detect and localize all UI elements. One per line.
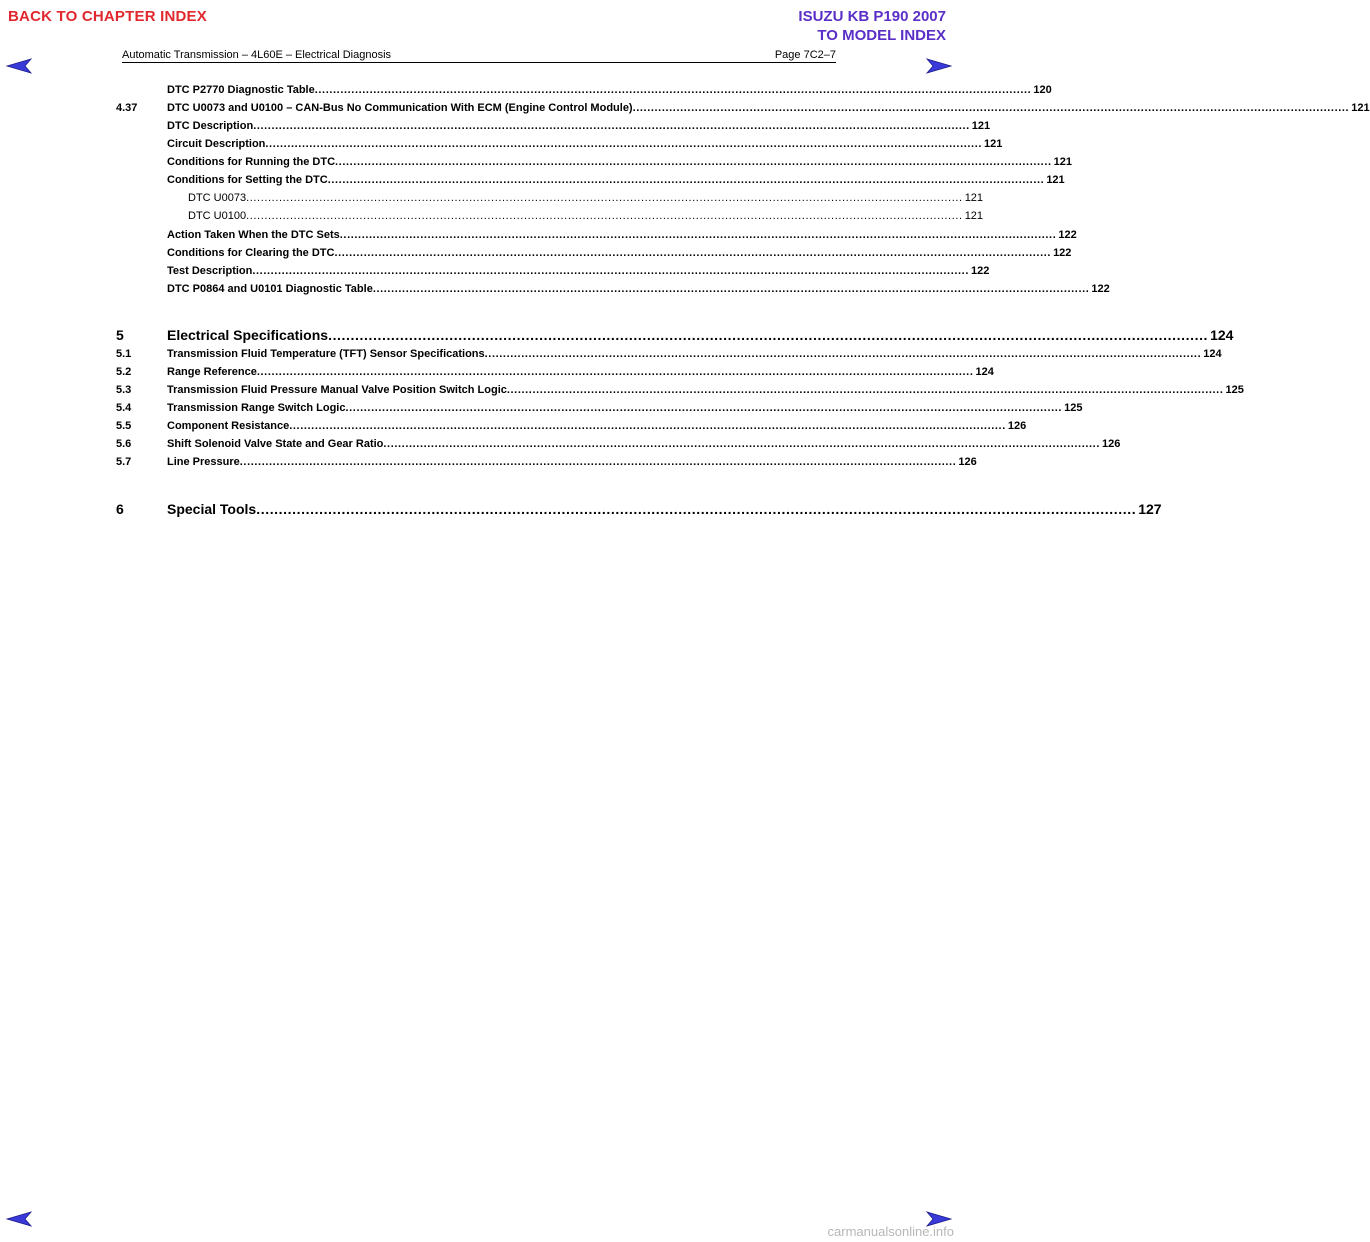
dot-leader: .................................................................................................................................................................................................... [239,456,957,468]
toc-number: 5.4 [116,402,132,414]
dot-leader: .................................................................................................................................................................................................... [314,84,1032,96]
toc-page: 127 [1138,501,1162,517]
toc-page: 122 [970,265,990,277]
dot-leader: .................................................................................................................................................................................................... [334,247,1052,259]
to-model-index-link[interactable]: TO MODEL INDEX [817,27,946,44]
toc-title: Action Taken When the DTC Sets [167,229,340,241]
dot-leader: .................................................................................................................................................................................................... [252,265,969,277]
dot-leader: .................................................................................................................................................................................................... [256,366,974,378]
dot-leader: .................................................................................................................................................................................................... [506,384,1224,396]
toc-page: 121 [971,120,991,132]
dot-leader: .................................................................................................................................................................................................... [265,138,983,150]
prev-page-arrow-icon[interactable] [6,58,32,74]
toc-title: Range Reference [167,366,257,378]
running-header-title: Automatic Transmission – 4L60E – Electrical Diagnosis [122,49,392,61]
toc-page: 126 [958,456,977,468]
toc-title: Electrical Specifications [167,327,329,343]
toc-title: DTC U0073 and U0100 – CAN-Bus No Communication With ECM (Engine Control Module) [167,102,633,114]
toc-title: DTC P2770 Diagnostic Table [167,84,315,96]
toc-page: 126 [1007,420,1027,432]
dot-leader: .................................................................................................................................................................................................... [632,102,1350,114]
back-to-chapter-index-link[interactable]: BACK TO CHAPTER INDEX [8,8,207,25]
next-page-arrow-icon[interactable] [926,58,952,74]
toc-entry[interactable] [116,366,994,382]
toc-number: 5.5 [116,420,132,432]
toc-entry[interactable] [116,84,1052,100]
dot-leader: .................................................................................................................................................................................................... [345,402,1063,414]
toc-number: 5 [116,327,124,343]
dot-leader: .................................................................................................................................................................................................... [327,174,1045,186]
toc-title: Conditions for Clearing the DTC [167,247,335,259]
toc-title: Shift Solenoid Valve State and Gear Ratio [167,438,384,450]
toc-entry[interactable] [116,102,1370,118]
toc-title: DTC P0864 and U0101 Diagnostic Table [167,283,373,295]
dot-leader: .................................................................................................................................................................................................... [383,438,1100,450]
toc-page: 121 [984,138,1003,150]
toc-title: Conditions for Running the DTC [167,156,336,168]
dot-leader: .................................................................................................................................................................................................... [328,327,1209,343]
toc-page: 121 [964,210,984,222]
toc-entry[interactable] [116,156,1072,172]
toc-number: 5.7 [116,456,132,468]
model-title-link[interactable]: ISUZU KB P190 2007 [798,8,946,25]
toc-chapter-entry[interactable] [116,501,1162,521]
toc-entry[interactable] [116,456,977,472]
toc-entry[interactable] [116,265,990,281]
toc-entry[interactable] [116,247,1072,263]
running-header-page: Page 7C2–7 [774,49,836,61]
toc-title: Component Resistance [167,420,290,432]
toc-page: 121 [1046,174,1065,186]
toc-number: 5.6 [116,438,132,450]
toc-number: 5.2 [116,366,132,378]
toc-title: DTC U0073 [188,192,247,204]
toc-page: 122 [1091,283,1110,295]
toc-entry[interactable] [116,348,1222,364]
toc-number: 6 [116,501,124,517]
toc-entry[interactable] [116,420,1027,436]
toc-title: Test Description [167,265,253,277]
toc-page: 125 [1225,384,1244,396]
toc-page: 122 [1058,229,1077,241]
toc-entry[interactable] [116,283,1110,299]
dot-leader: .................................................................................................................................................................................................... [339,229,1057,241]
toc-title: Transmission Fluid Pressure Manual Valve Position Switch Logic [167,384,507,396]
dot-leader: .................................................................................................................................................................................................... [253,120,970,132]
toc-page: 125 [1064,402,1083,414]
toc-entry[interactable] [116,210,984,226]
dot-leader: .................................................................................................................................................................................................... [484,348,1202,360]
toc-title: DTC Description [167,120,254,132]
dot-leader: .................................................................................................................................................................................................... [246,210,963,222]
toc-entry[interactable] [116,229,1077,245]
toc-page: 124 [1203,348,1222,360]
toc-page: 124 [1210,327,1234,343]
toc-entry[interactable] [116,384,1244,400]
toc-title: Transmission Fluid Temperature (TFT) Sensor Specifications [167,348,485,360]
toc-title: Line Pressure [167,456,240,468]
watermark: carmanualsonline.info [827,1224,954,1239]
dot-leader: .................................................................................................................................................................................................... [335,156,1052,168]
toc-page: 122 [1053,247,1072,259]
prev-page-arrow-bottom-icon[interactable] [6,1211,32,1227]
toc-title: Circuit Description [167,138,266,150]
toc-entry[interactable] [116,192,984,208]
header-rule [122,62,836,63]
toc-title: Special Tools [167,501,257,517]
dot-leader: .................................................................................................................................................................................................... [246,192,963,204]
toc-chapter-entry[interactable] [116,327,1234,347]
toc-title: Conditions for Setting the DTC [167,174,328,186]
toc-page: 121 [1053,156,1072,168]
toc-entry[interactable] [116,402,1083,418]
dot-leader: .................................................................................................................................................................................................... [289,420,1006,432]
toc-page: 124 [975,366,994,378]
toc-title: Transmission Range Switch Logic [167,402,346,414]
toc-number: 5.1 [116,348,132,360]
dot-leader: .................................................................................................................................................................................................... [372,283,1090,295]
toc-page: 121 [964,192,984,204]
dot-leader: .................................................................................................................................................................................................... [256,501,1137,517]
toc-entry[interactable] [116,174,1065,190]
toc-number: 4.37 [116,102,138,114]
toc-entry[interactable] [116,138,1003,154]
toc-page: 121 [1351,102,1370,114]
toc-title: DTC U0100 [188,210,247,222]
toc-entry[interactable] [116,438,1121,454]
toc-page: 126 [1102,438,1121,450]
toc-number: 5.3 [116,384,132,396]
toc-entry[interactable] [116,120,991,136]
toc-page: 120 [1033,84,1052,96]
